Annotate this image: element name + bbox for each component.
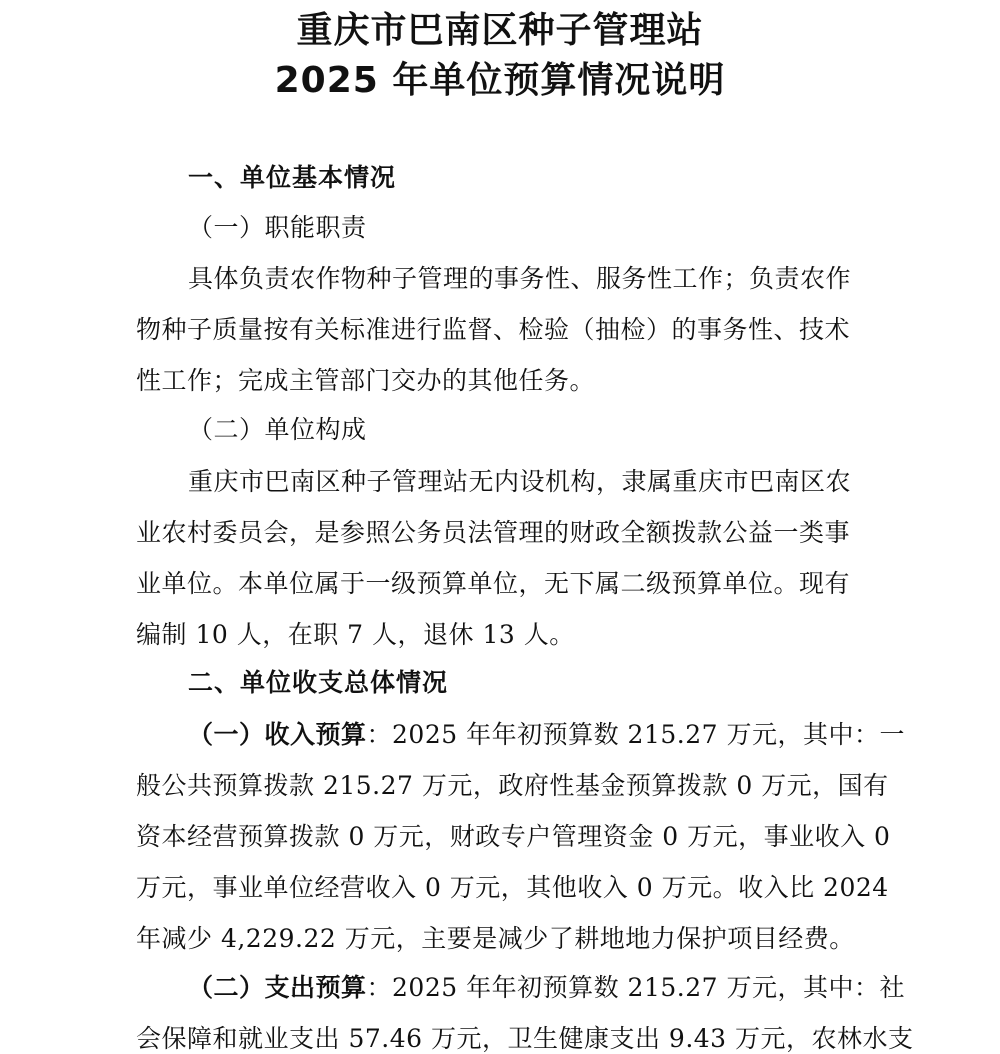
paragraph-line: 编制 10 人，在职 7 人，退休 13 人。 [136, 620, 575, 649]
section-1-heading: 一、单位基本情况 [188, 163, 397, 192]
section-1-sub-2-heading: （二）单位构成 [188, 415, 367, 444]
paragraph-line: 万元，事业单位经营收入 0 万元，其他收入 0 万元。收入比 2024 [136, 873, 889, 902]
income-budget-label: （一）收入预算 [188, 720, 367, 749]
expense-budget-label: （二）支出预算 [188, 973, 367, 1002]
expense-budget-line [188, 973, 905, 1003]
paragraph-line: 年减少 4,229.22 万元，主要是减少了耕地地力保护项目经费。 [136, 924, 855, 953]
paragraph-line: 具体负责农作物种子管理的事务性、服务性工作；负责农作 [188, 264, 852, 293]
paragraph-line: 性工作；完成主管部门交办的其他任务。 [136, 366, 596, 395]
section-2-heading: 二、单位收支总体情况 [188, 668, 449, 697]
income-budget-text: ：2025 年年初预算数 215.27 万元，其中：一 [366, 720, 905, 749]
paragraph-line: 资本经营预算拨款 0 万元，财政专户管理资金 0 万元，事业收入 0 [136, 822, 891, 851]
paragraph-line: 般公共预算拨款 215.27 万元，政府性基金预算拨款 0 万元，国有 [136, 771, 889, 800]
paragraph-line: 重庆市巴南区种子管理站无内设机构，隶属重庆市巴南区农 [188, 467, 852, 496]
paragraph-line: 业农村委员会，是参照公务员法管理的财政全额拨款公益一类事 [136, 518, 851, 547]
title-line-1: 重庆市巴南区种子管理站 [296, 10, 704, 51]
paragraph-line: 业单位。本单位属于一级预算单位，无下属二级预算单位。现有 [136, 569, 851, 598]
income-budget-line [188, 720, 905, 750]
paragraph-line: 物种子质量按有关标准进行监督、检验（抽检）的事务性、技术 [136, 315, 851, 344]
title-line-2: 2025 年单位预算情况说明 [274, 60, 726, 101]
section-1-sub-1-heading: （一）职能职责 [188, 213, 367, 242]
paragraph-line: 会保障和就业支出 57.46 万元，卫生健康支出 9.43 万元，农林水支 [136, 1024, 914, 1053]
expense-budget-text: ：2025 年年初预算数 215.27 万元，其中：社 [366, 973, 905, 1002]
